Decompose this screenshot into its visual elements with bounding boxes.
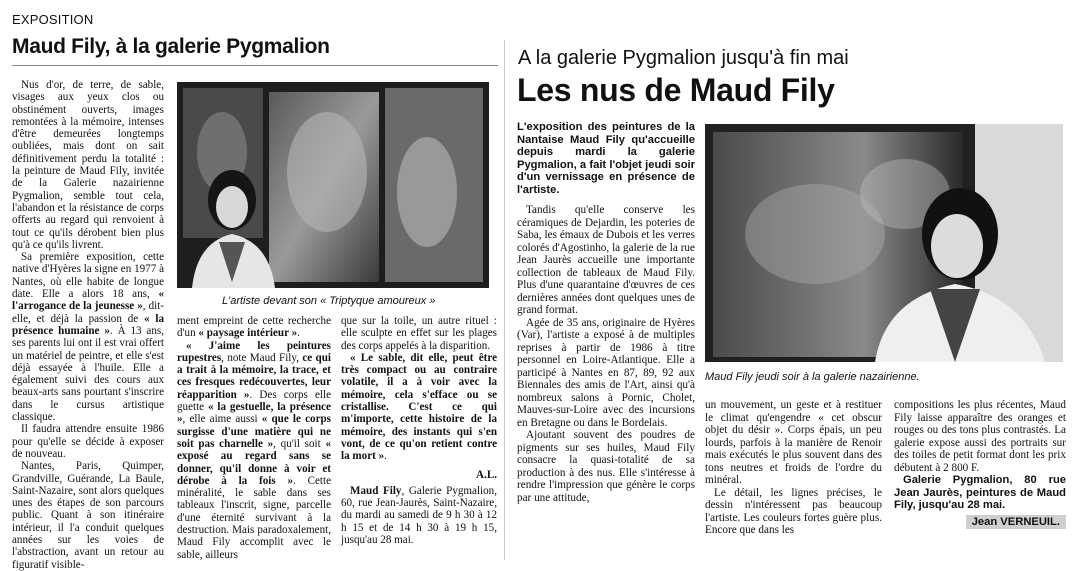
- right-col3-info: Galerie Pygmalion, 80 rue Jean Jaurès, peintures de Maud Fily, jusqu'au 28 mai.: [894, 474, 1066, 511]
- artist-portrait-image: [705, 124, 1063, 362]
- section-label: EXPOSITION: [12, 12, 94, 27]
- left-col3-paragraph: « Le sable, dit elle, peut être très compact ou au contraire volatile, il a à voir avec la mémoire, cela s'efface ou se cristallise. C'est ce qui m'importe, cette histoire de la mémoire, des instants qui s'en vont, de ce qu'on retient contre la mort ».: [341, 351, 497, 463]
- left-photo: [177, 82, 489, 288]
- right-col2-paragraph: Le détail, les lignes précises, le dessin n'intéressent pas beaucoup l'artiste. Les couleurs fortes guère plus. Encore que dans les: [705, 486, 882, 536]
- left-column-2: [177, 315, 331, 561]
- left-col1-paragraph: Nantes, Paris, Quimper, Grandville, Guérande, La Baule, Saint-Nazaire, sont alors quelques unes des étapes de son parcours public. Quant à son itinéraire intérieur, il l'a conduit quelques années sur les voies de l'abstraction, avant un retour au figuratif visible-: [12, 460, 164, 571]
- left-photo-caption: L'artiste devant son « Triptyque amoureux »: [222, 295, 436, 307]
- left-headline-rule: [12, 65, 498, 66]
- right-column-1: [517, 121, 695, 558]
- right-column-3: [894, 399, 1066, 558]
- right-col1-paragraph: Tandis qu'elle conserve les céramiques de Dejardin, les poteries de Saba, les émaux de Dubois et les verres colorés d'Agostinho, la galerie de la rue Jean Jaurès accueille une importante collection de tableaux de Maud Fily. Plus d'une quarantaine d'œuvres de ces dernières années dont quelques unes de grand format.: [517, 204, 695, 316]
- painting-artist-image: [177, 82, 489, 288]
- right-column-2: [705, 399, 882, 558]
- left-column-3: [341, 315, 497, 558]
- right-kicker: A la galerie Pygmalion jusqu'à fin mai: [518, 47, 849, 69]
- left-headline: Maud Fily, à la galerie Pygmalion: [12, 35, 330, 58]
- left-col1-paragraph: Sa première exposition, cette native d'Hyères la signe en 1977 à Nantes, où elle habite de longue date. Elle a alors 18 ans, « l'arrogance de la jeunesse », dit-elle, et déjà la passion de « la présence humaine ». À 13 ans, ses parents lui ont il est vrai offert un matériel de peintre, et elle s'est déjà essayée à l'huile. Elle a également suivi des cours aux beaux-arts sans pourtant s'inscrire dans le cursus artistique classique.: [12, 251, 165, 424]
- left-col2-paragraph: « J'aime les peintures rupestres, note Maud Fily, ce qui a trait à la mémoire, la trace, et ces fresques redécouvertes, leur réapparition ». Des corps elle guette « la gestuelle, la présence », elle aime aussi « que le corps surgisse d'une matière qui ne soit pas charnelle », qu'il soit « exposé au regard sans se donner, qu'il donne à voir et dérobe à la fois ». Cette minéralité, le sable dans ses tableaux l'inscrit, signe, parcelle d'une éternité survivant à la destruction. Mais paradoxalement, Maud Fily accomplit avec le sable, ailleurs: [177, 339, 331, 561]
- right-headline: Les nus de Maud Fily: [517, 72, 835, 108]
- left-col2-paragraph: ment empreint de cette recherche d'un « paysage intérieur ».: [177, 315, 331, 340]
- right-photo-caption: Maud Fily jeudi soir à la galerie nazairienne.: [705, 371, 920, 383]
- right-photo: [705, 124, 1063, 362]
- right-col2-paragraph: un mouvement, un geste et à restituer le climat qu'engendre « cet obscur objet du désir ». Corps épais, un peu lourds, parfois à la manière de Renoir mais exécutés le plus souvent dans des tons neutres et froids de l'ordre du minéral.: [705, 399, 882, 486]
- left-col3-paragraph: que sur la toile, un autre rituel : elle sculpte en effet sur les plages des corps appelés à la disparition.: [341, 315, 497, 352]
- left-col1-paragraph: Il faudra attendre ensuite 1986 pour qu'elle se décide à exposer de nouveau.: [12, 423, 164, 460]
- right-col1-paragraph: Ajoutant souvent des poudres de pigments sur ses huiles, Maud Fily consacre la quasi-totalité de sa production à des nus. Elle s'intéresse à rendre l'impression que génère le corps par une attitude,: [517, 429, 695, 504]
- right-lead: L'exposition des peintures de la Nantaise Maud Fily qu'accueille depuis mardi la galerie Pygmalion, a fait l'objet jeudi soir d'un vernissage en présence de l'artiste.: [517, 121, 695, 196]
- left-column-1: [12, 79, 165, 571]
- right-col1-paragraph: Agée de 35 ans, originaire de Hyères (Var), l'artiste a exposé à de multiples reprises à partir de 1986 à titre personnel en Loire-Atlantique. Elle a participé à Nantes en 87, 89, 92 aux Biennales des amis de l'Art, ainsi qu'à nombreux salons à Pornic, Cholet, Mauves-sur-Loire avec des incursions en Bretagne ou dans le Bordelais.: [517, 316, 695, 429]
- left-col1-paragraph: Nus d'or, de terre, de sable, visages aux yeux clos ou obstinément ouverts, images remontées à la mémoire, intenses d'être demeurées longtemps oubliées, mais dont on sait définitivement perdu la totalité : la peinture de Maud Fily, invitée de la Galerie nazairienne Pygmalion, semble tout cela, l'abandon et la résistance de corps offerts au regard qui renvoient à tout ce qu'ils dérobent bien plus qu'à ce qu'ils livrent.: [12, 79, 164, 251]
- right-signature: Jean VERNEUIL.: [894, 516, 1066, 529]
- clipping-divider: [504, 40, 505, 560]
- left-col3-info: Maud Fily, Galerie Pygmalion, 60, rue Jean-Jaurès, Saint-Nazaire, du mardi au samedi de 9 h 30 à 12 h 15 et de 14 h 30 à 19 h 15, jusqu'au 28 mai.: [341, 484, 498, 547]
- right-col3-paragraph: compositions les plus récentes, Maud Fily laisse apparaître des oranges et rouges ou des tons plus contrastés. La galerie expose aussi des portraits sur des toiles de petit format dont les prix débutent à 2 800 F.: [894, 399, 1066, 474]
- left-col3-signature: A.L.: [476, 468, 497, 481]
